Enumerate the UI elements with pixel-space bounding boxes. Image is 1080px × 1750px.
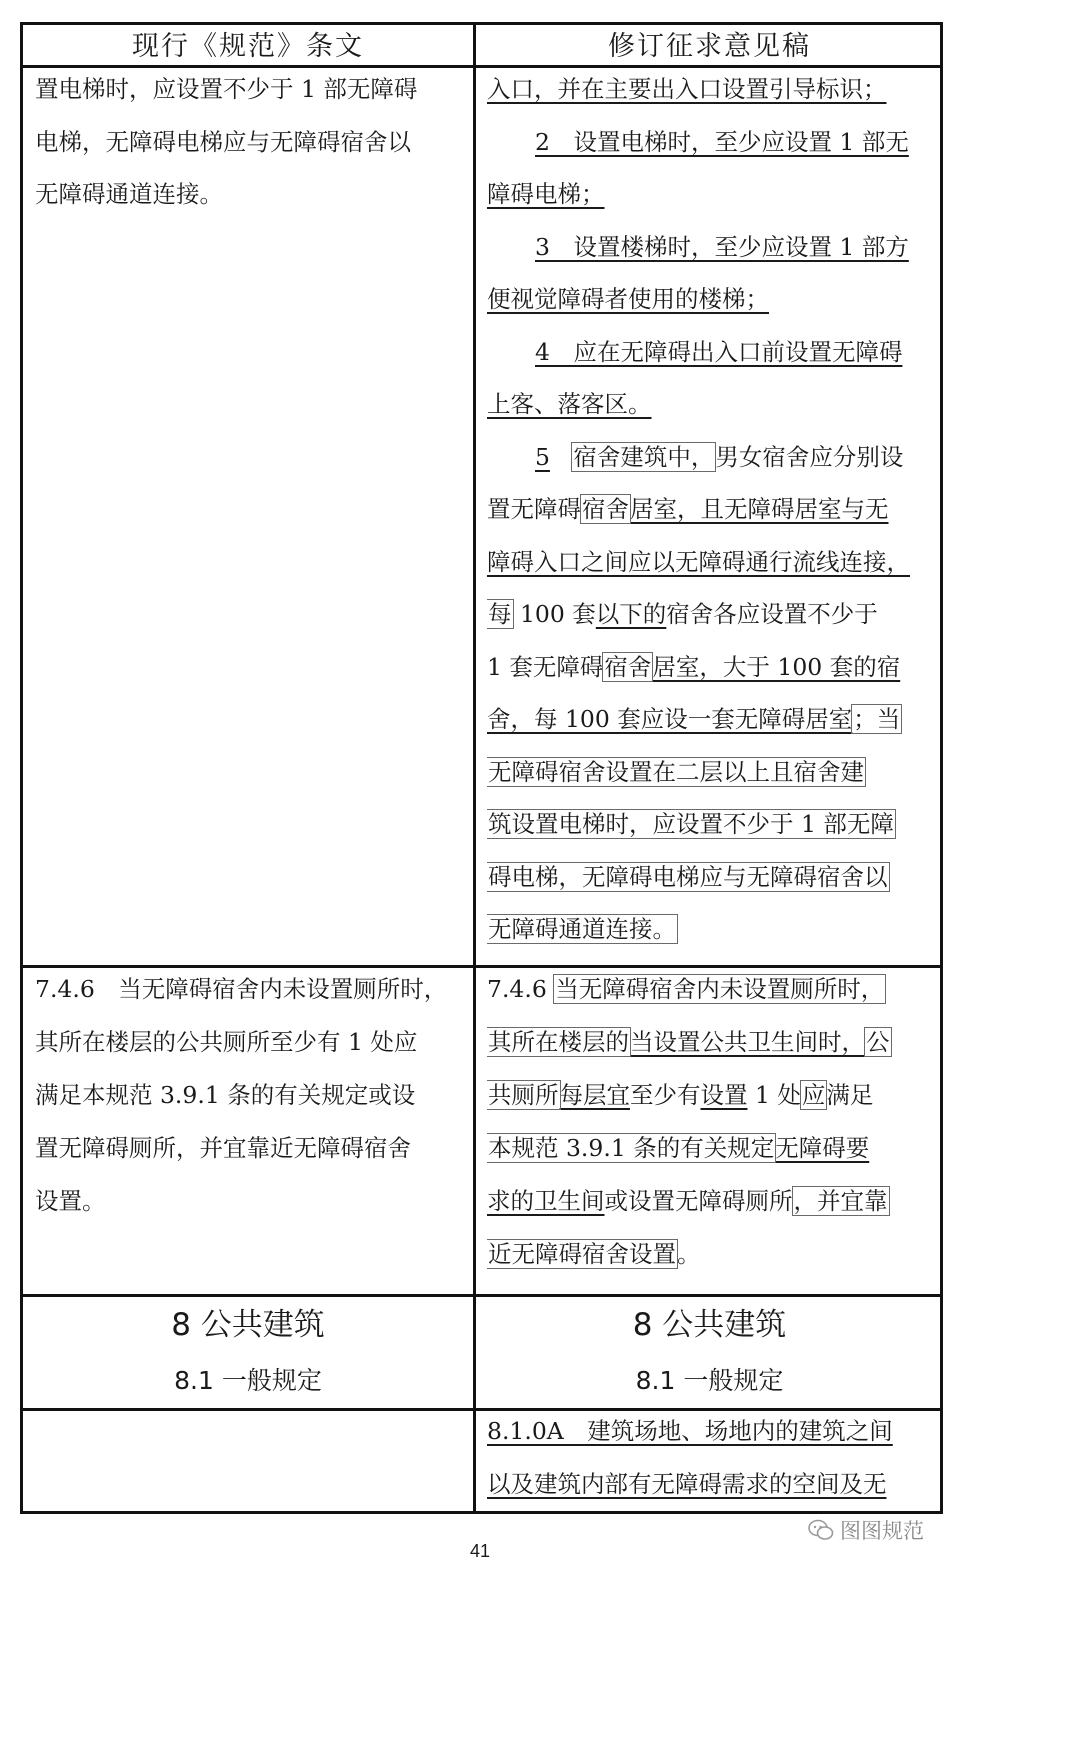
deleted-boxed-text: 近无障碍宿舍设置 [488,1240,676,1268]
header-revision-draft: 修订征求意见稿 [608,31,811,62]
revised-underlined-text: 2 设置电梯时，至少应设置 1 部无 [535,127,909,156]
text-run: 1 套无障碍 [487,652,604,681]
revised-underlined-text: 无障碍要 [775,1134,870,1162]
chapter-title: 8 公共建筑 [632,1307,787,1343]
row4-revised-text [487,1405,943,1510]
revised-underlined-text: 上客、落客区。 [487,390,652,418]
deleted-boxed-text: 宿舍 [604,652,652,681]
text-run: 满足 [826,1081,874,1109]
revised-underlined-text: 入口，并在主要出入口设置引导标识； [487,75,887,103]
deleted-boxed-text: 无障碍通道连接。 [488,915,676,943]
deleted-boxed-text: ；当 [853,705,901,733]
text-line: 置电梯时，应设置不少于 1 部无障碍 [35,75,418,103]
deleted-boxed-text: 应 [801,1081,826,1109]
revised-underlined-text: 以及建筑内部有无障碍需求的空间及无 [487,1469,887,1498]
subsection-title: 8.1 一般规定 [174,1366,322,1395]
section-heading-current [23,1297,473,1409]
row1-current-text [35,63,467,221]
revised-underlined-text: 舍，每 100 套应设一套无障碍居室 [487,705,853,733]
revised-underlined-text: 设置 [700,1081,748,1109]
text-line: 电梯，无障碍电梯应与无障碍宿舍以 [35,127,411,156]
header-current-code: 现行《规范》条文 [132,31,364,62]
column-divider [473,25,476,1511]
revised-underlined-text: 障碍电梯； [487,180,605,208]
text-run: 男女宿舍应分别设 [715,442,904,471]
deleted-boxed-text: 当无障碍宿舍内未设置厕所时， [555,975,885,1003]
text-line: 无障碍通道连接。 [35,180,223,208]
text-run: 宿舍各应设置不少于 [666,600,878,628]
chapter-title: 8 公共建筑 [171,1307,325,1343]
section-heading-revised [476,1297,943,1409]
text-line: 置无障碍厕所，并宜靠近无障碍宿舍 [35,1134,411,1162]
deleted-boxed-text: 其所在楼层的 [488,1028,629,1056]
deleted-boxed-text: ，并宜靠 [793,1187,888,1215]
watermark-text: 图图规范 [840,1519,924,1543]
row2-current-text [35,963,471,1228]
deleted-boxed-text: 碍电梯，无障碍电梯应与无障碍宿舍以 [488,862,888,891]
deleted-boxed-text: 本规范 3.9.1 条的有关规定 [488,1134,775,1162]
text-run: 1 处 [747,1081,801,1109]
revised-underlined-text: 以下的 [595,600,667,628]
deleted-boxed-text: 宿舍 [582,495,629,523]
clause-number: 7.4.6 [487,975,555,1003]
text-run: 或设置无障碍厕所 [604,1187,793,1215]
deleted-boxed-text: 无障碍宿舍设置在二层以上且宿舍建 [488,757,864,786]
row2-revised-text [487,963,943,1281]
text-run: 至少有 [630,1081,701,1109]
row1-revised-text [487,63,943,956]
deleted-boxed-text: 共厕所 [488,1081,559,1109]
subsection-title: 8.1 一般规定 [635,1366,784,1395]
page-number: 41 [469,1541,491,1561]
revised-underlined-text: 求的卫生间 [487,1187,605,1215]
revised-underlined-text: 障碍入口之间应以无障碍通行流线连接， [487,547,910,576]
text-line: 7.4.6 当无障碍宿舍内未设置厕所时， [35,975,448,1003]
revised-underlined-text: 居室，大于 100 套的宿 [652,652,901,681]
text-run: 置无障碍 [487,495,581,523]
revised-underlined-text: 居室，且无障碍居室与无 [630,495,889,523]
revised-underlined-text: 每层宜 [559,1081,630,1109]
deleted-boxed-text: 筑设置电梯时，应设置不少于 1 部无障 [488,810,894,838]
deleted-boxed-text: 宿舍建筑中， [573,442,715,471]
deleted-boxed-text: 每 [488,600,512,628]
text-run: 。 [677,1240,701,1268]
revised-underlined-text: 3 设置楼梯时，至少应设置 1 部方 [535,232,909,261]
item-number: 5 [535,442,550,471]
text-run: 100 套 [512,600,596,628]
revised-underlined-text: 当设置公共卫生间时， [630,1028,865,1056]
wechat-icon [808,1519,834,1541]
deleted-boxed-text: 公 [866,1028,890,1056]
revised-underlined-text: 4 应在无障碍出入口前设置无障碍 [535,337,903,366]
text-line: 设置。 [35,1187,106,1215]
comparison-table [20,22,943,1514]
revised-underlined-text: 8.1.0A 建筑场地、场地内的建筑之间 [487,1417,893,1445]
text-line: 其所在楼层的公共厕所至少有 1 处应 [35,1028,418,1056]
text-line: 满足本规范 3.9.1 条的有关规定或设 [35,1081,416,1109]
revised-underlined-text: 便视觉障碍者使用的楼梯； [487,285,769,313]
